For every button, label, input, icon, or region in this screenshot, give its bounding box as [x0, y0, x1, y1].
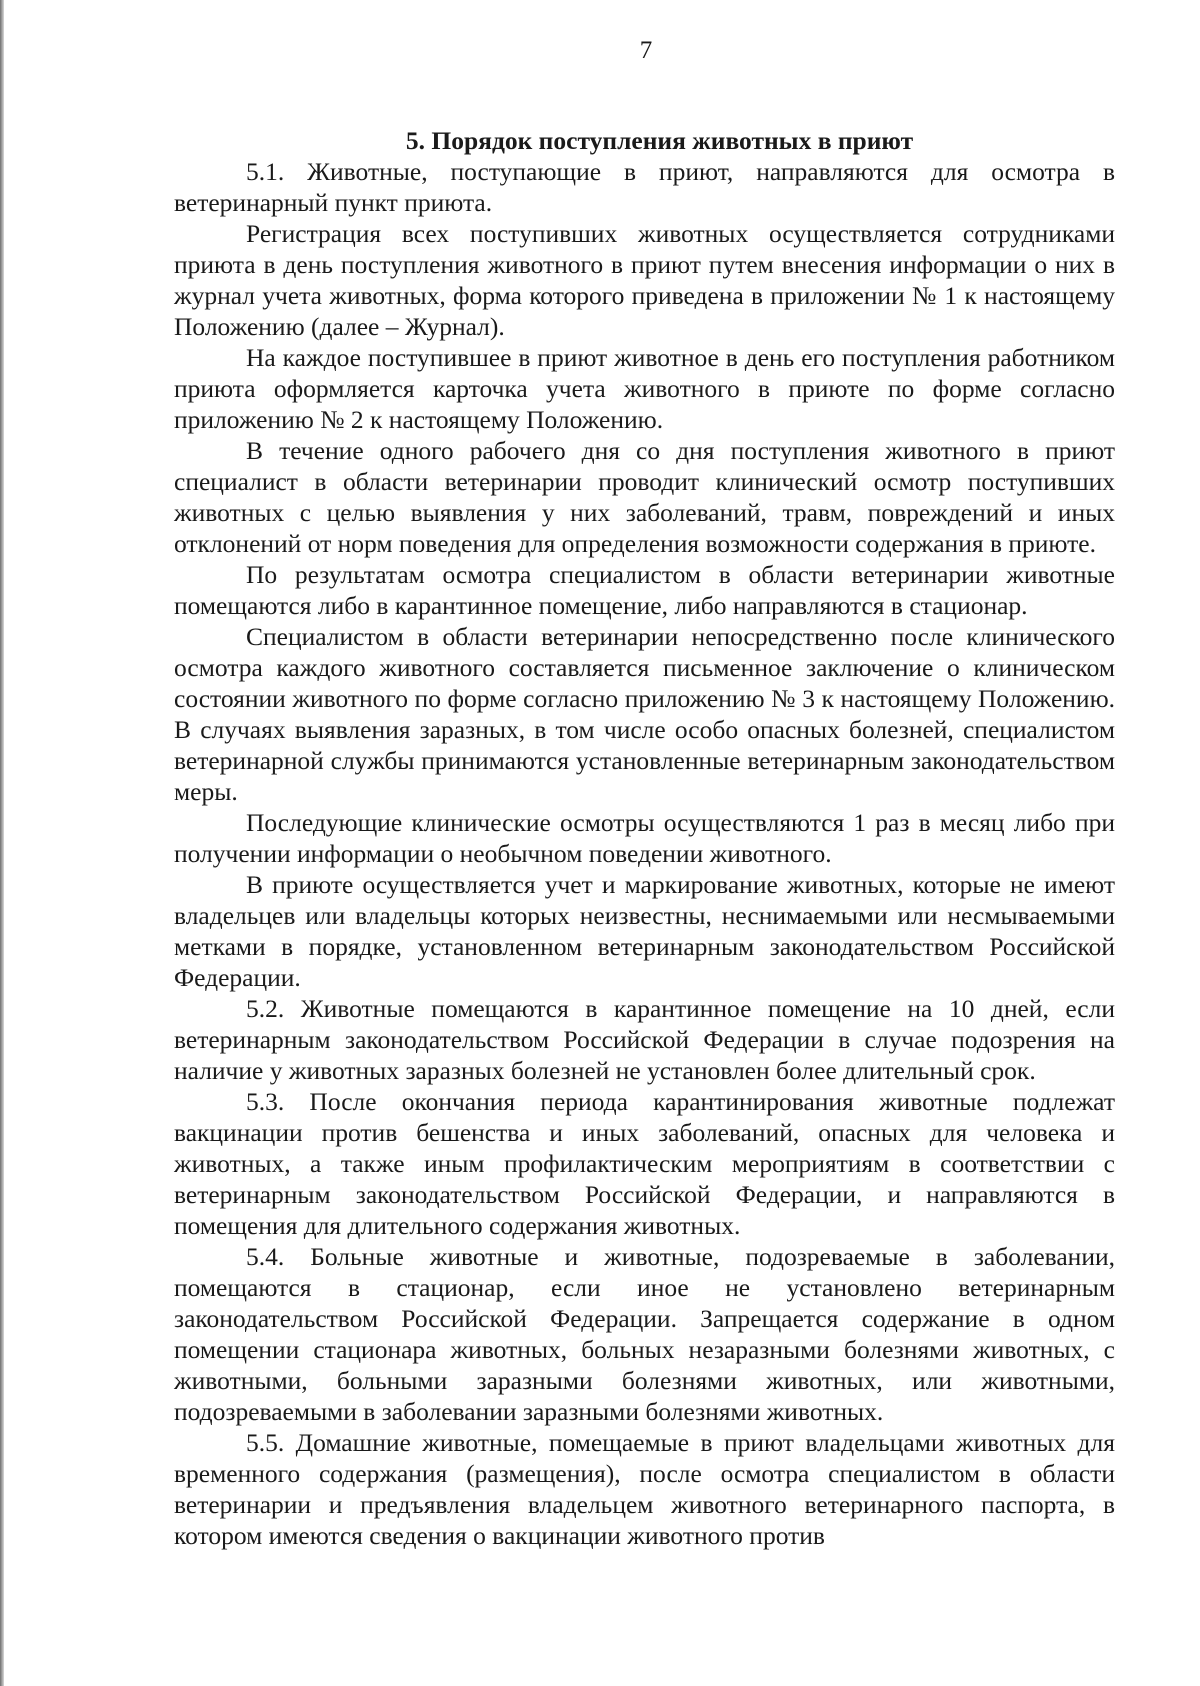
- paragraph-5-1: 5.1. Животные, поступающие в приют, направляются для осмотра в ветеринарный пункт приюта.: [174, 157, 1115, 217]
- paragraph-follow-up-exams: Последующие клинические осмотры осуществляются 1 раз в месяц либо при получении информации о необычном поведении животного.: [174, 808, 1115, 868]
- paragraph-clinical-exam: В течение одного рабочего дня со дня поступления животного в приют специалист в области ветеринарии проводит клинический осмотр поступивших животных с целью выявления у них заболеваний, травм, повреждений и иных отклонений от норм поведения для определения возможности содержания в приюте.: [174, 436, 1115, 558]
- paragraph-5-4: 5.4. Больные животные и животные, подозреваемые в заболевании, помещаются в стационар, если иное не установлено ветеринарным законодательством Российской Федерации. Запрещается содержание в одном помещении стационара животных, больных незаразными болезнями животных, с животными, больными заразными болезнями животных, или животными, подозреваемыми в заболевании заразными болезнями животных.: [174, 1242, 1115, 1426]
- paragraph-exam-results: По результатам осмотра специалистом в области ветеринарии животные помещаются либо в карантинное помещение, либо направляются в стационар.: [174, 560, 1115, 620]
- paragraph-5-5: 5.5. Домашние животные, помещаемые в приют владельцами животных для временного содержания (размещения), после осмотра специалистом в области ветеринарии и предъявления владельцем животного ветеринарного паспорта, в котором имеются сведения о вакцинации животного против: [174, 1428, 1115, 1550]
- paragraph-marking: В приюте осуществляется учет и маркирование животных, которые не имеют владельцев или владельцы которых неизвестны, неснимаемыми или несмываемыми метками в порядке, установленном ветеринарным законодательством Российской Федерации.: [174, 870, 1115, 992]
- paragraph-5-2: 5.2. Животные помещаются в карантинное помещение на 10 дней, если ветеринарным законодательством Российской Федерации в случае подозрения на наличие у животных заразных болезней не установлен более длительный срок.: [174, 994, 1115, 1085]
- paragraph-record-card: На каждое поступившее в приют животное в день его поступления работником приюта оформляется карточка учета животного в приюте по форме согласно приложению № 2 к настоящему Положению.: [174, 343, 1115, 434]
- page-number: 7: [639, 37, 653, 64]
- paragraph-registration: Регистрация всех поступивших животных осуществляется сотрудниками приюта в день поступления животного в приют путем внесения информации о них в журнал учета животных, форма которого приведена в приложении № 1 к настоящему Положению (далее – Журнал).: [174, 219, 1115, 341]
- paragraph-5-3: 5.3. После окончания периода карантинирования животные подлежат вакцинации против бешенства и иных заболеваний, опасных для человека и животных, а также иным профилактическим мероприятиям в соответствии с ветеринарным законодательством Российской Федерации, и направляются в помещения для длительного содержания животных.: [174, 1087, 1115, 1240]
- scan-edge: [0, 0, 4, 1686]
- paragraph-written-conclusion: Специалистом в области ветеринарии непосредственно после клинического осмотра каждого животного составляется письменное заключение о клиническом состоянии животного по форме согласно приложению № 3 к настоящему Положению. В случаях выявления заразных, в том числе особо опасных болезней, специалистом ветеринарной службы принимаются установленные ветеринарным законодательством меры.: [174, 622, 1115, 806]
- section-title: 5. Порядок поступления животных в приют: [405, 126, 914, 155]
- document-body: [174, 125, 1115, 1551]
